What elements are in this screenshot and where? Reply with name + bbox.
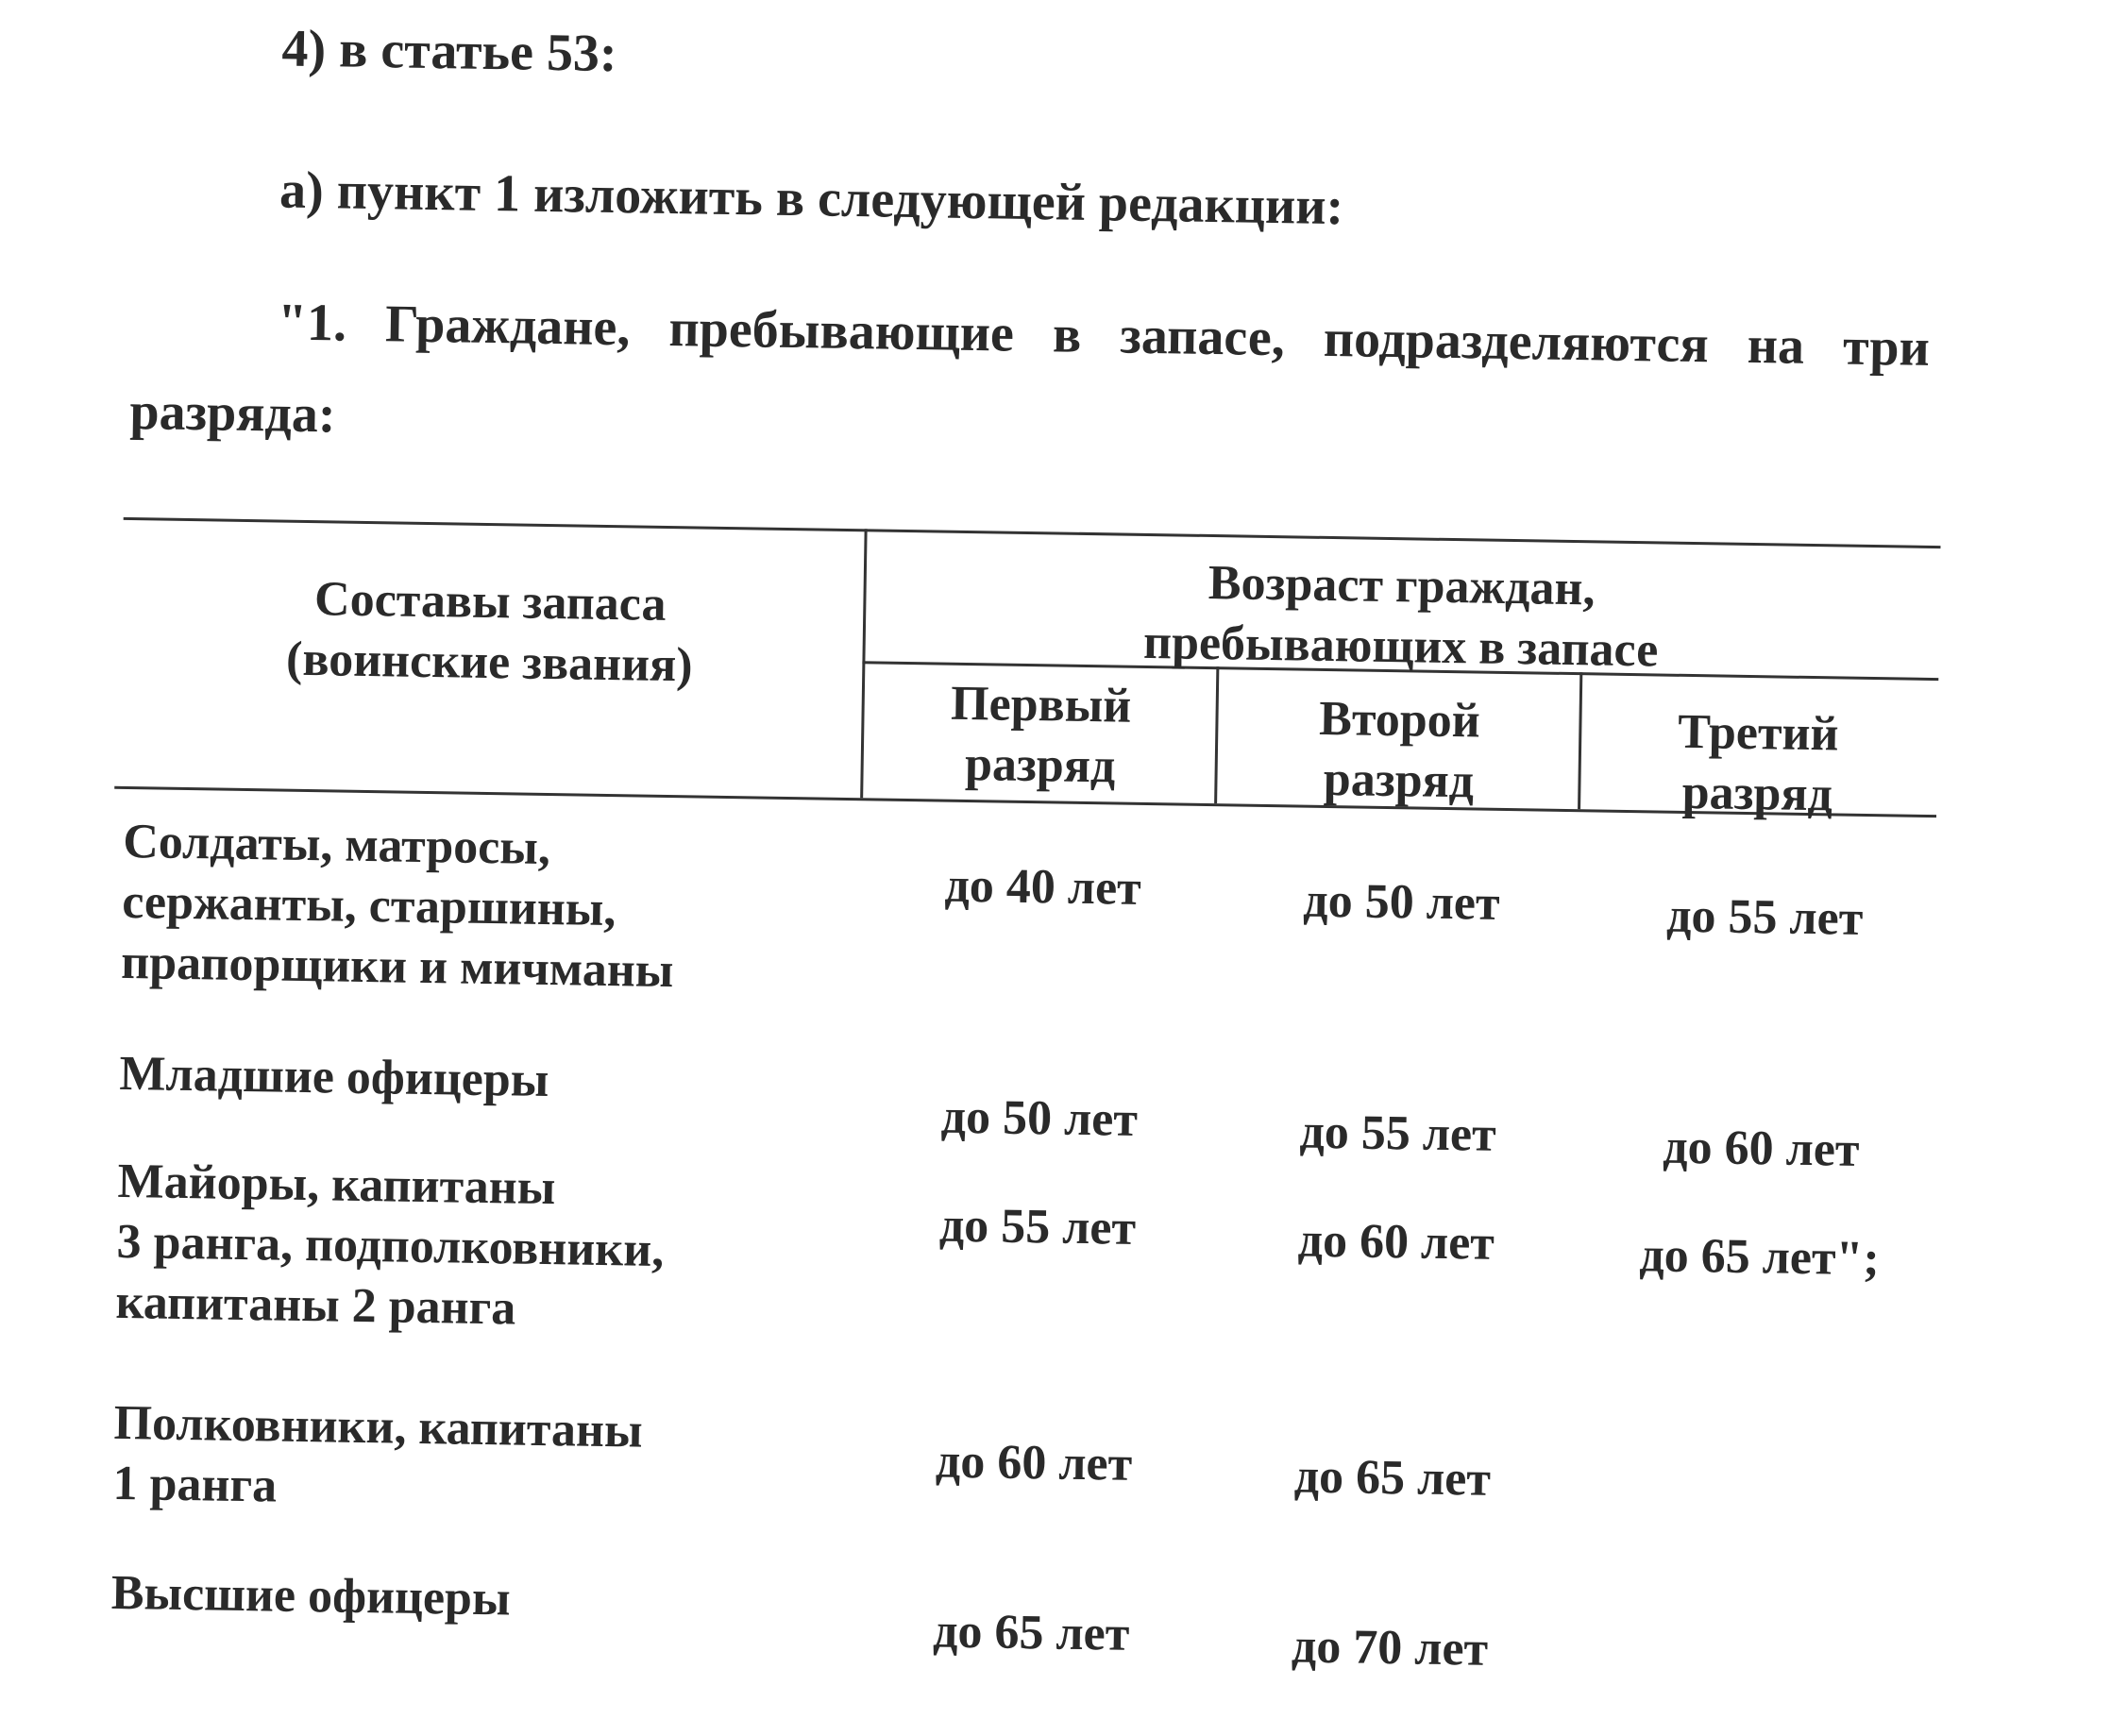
header-category-line: Третий: [1677, 704, 1839, 762]
header-category-line: разряд: [1323, 751, 1475, 809]
table-cell-second: до 60 лет: [1297, 1213, 1495, 1271]
table-row-rank: [115, 1152, 854, 1344]
table-cell-third: до 55 лет: [1665, 888, 1864, 946]
table-cell-first: до 40 лет: [944, 858, 1142, 916]
rank-line: 3 ранга, подполковники,: [116, 1214, 665, 1277]
header-composition-line: (воинские звания): [285, 632, 693, 693]
header-composition-line: Составы запаса: [313, 572, 667, 632]
table-cell-second: до 55 лет: [1299, 1104, 1497, 1162]
table-cell-third: до 60 лет: [1662, 1120, 1860, 1177]
rank-line: сержанты, старшины,: [121, 874, 616, 937]
rank-line: Высшие офицеры: [110, 1565, 512, 1626]
table-top-rule: [124, 517, 1941, 548]
header-age-group: [867, 548, 1935, 685]
rank-line: Младшие офицеры: [119, 1046, 549, 1108]
intro-line-2: разряда:: [128, 382, 337, 445]
header-category-line: Второй: [1318, 691, 1481, 749]
header-category-second: [1219, 687, 1579, 814]
rank-line: Полковники, капитаны: [113, 1395, 644, 1458]
rank-line: прапорщики и мичманы: [120, 935, 674, 999]
header-category-line: Первый: [950, 676, 1132, 733]
table-cell-third: [1579, 1630, 1928, 1636]
header-category-line: разряд: [964, 736, 1116, 794]
intro-line-1: "1. Граждане, пребывающие в запасе, подразделяются на три: [277, 293, 1931, 378]
header-composition: [126, 566, 854, 699]
table-cell-first: до 50 лет: [940, 1089, 1139, 1147]
table-cell-second: до 70 лет: [1291, 1619, 1489, 1677]
table-cell-first: до 60 лет: [935, 1434, 1133, 1492]
rank-line: Солдаты, матросы,: [122, 814, 551, 876]
table-cell-first: до 65 лет: [932, 1604, 1130, 1661]
header-category-third: [1582, 700, 1934, 827]
amendment-item: а) пункт 1 изложить в следующей редакции:: [279, 160, 1344, 237]
table-cell-second: до 65 лет: [1293, 1449, 1492, 1507]
rank-line: 1 ранга: [112, 1456, 278, 1513]
table-cell-second: до 50 лет: [1302, 873, 1500, 931]
rank-line: капитаны 2 ранга: [115, 1274, 516, 1336]
header-age-line: пребывающих в запасе: [1142, 615, 1659, 678]
header-category-line: разряд: [1681, 765, 1833, 822]
table-cell-third: до 65 лет";: [1639, 1228, 1881, 1287]
table-row-rank: [112, 1393, 851, 1525]
article-heading: 4) в статье 53:: [281, 19, 618, 84]
table-cell-first: до 55 лет: [938, 1198, 1137, 1256]
table-cell-third: [1581, 1460, 1931, 1466]
rank-line: Майоры, капитаны: [117, 1154, 556, 1216]
header-age-line: Возраст граждан,: [1208, 555, 1596, 616]
table-row-rank: [110, 1563, 848, 1635]
table-row-rank: [119, 1044, 856, 1116]
header-category-first: [865, 672, 1216, 799]
table-row-rank: [121, 812, 860, 1004]
